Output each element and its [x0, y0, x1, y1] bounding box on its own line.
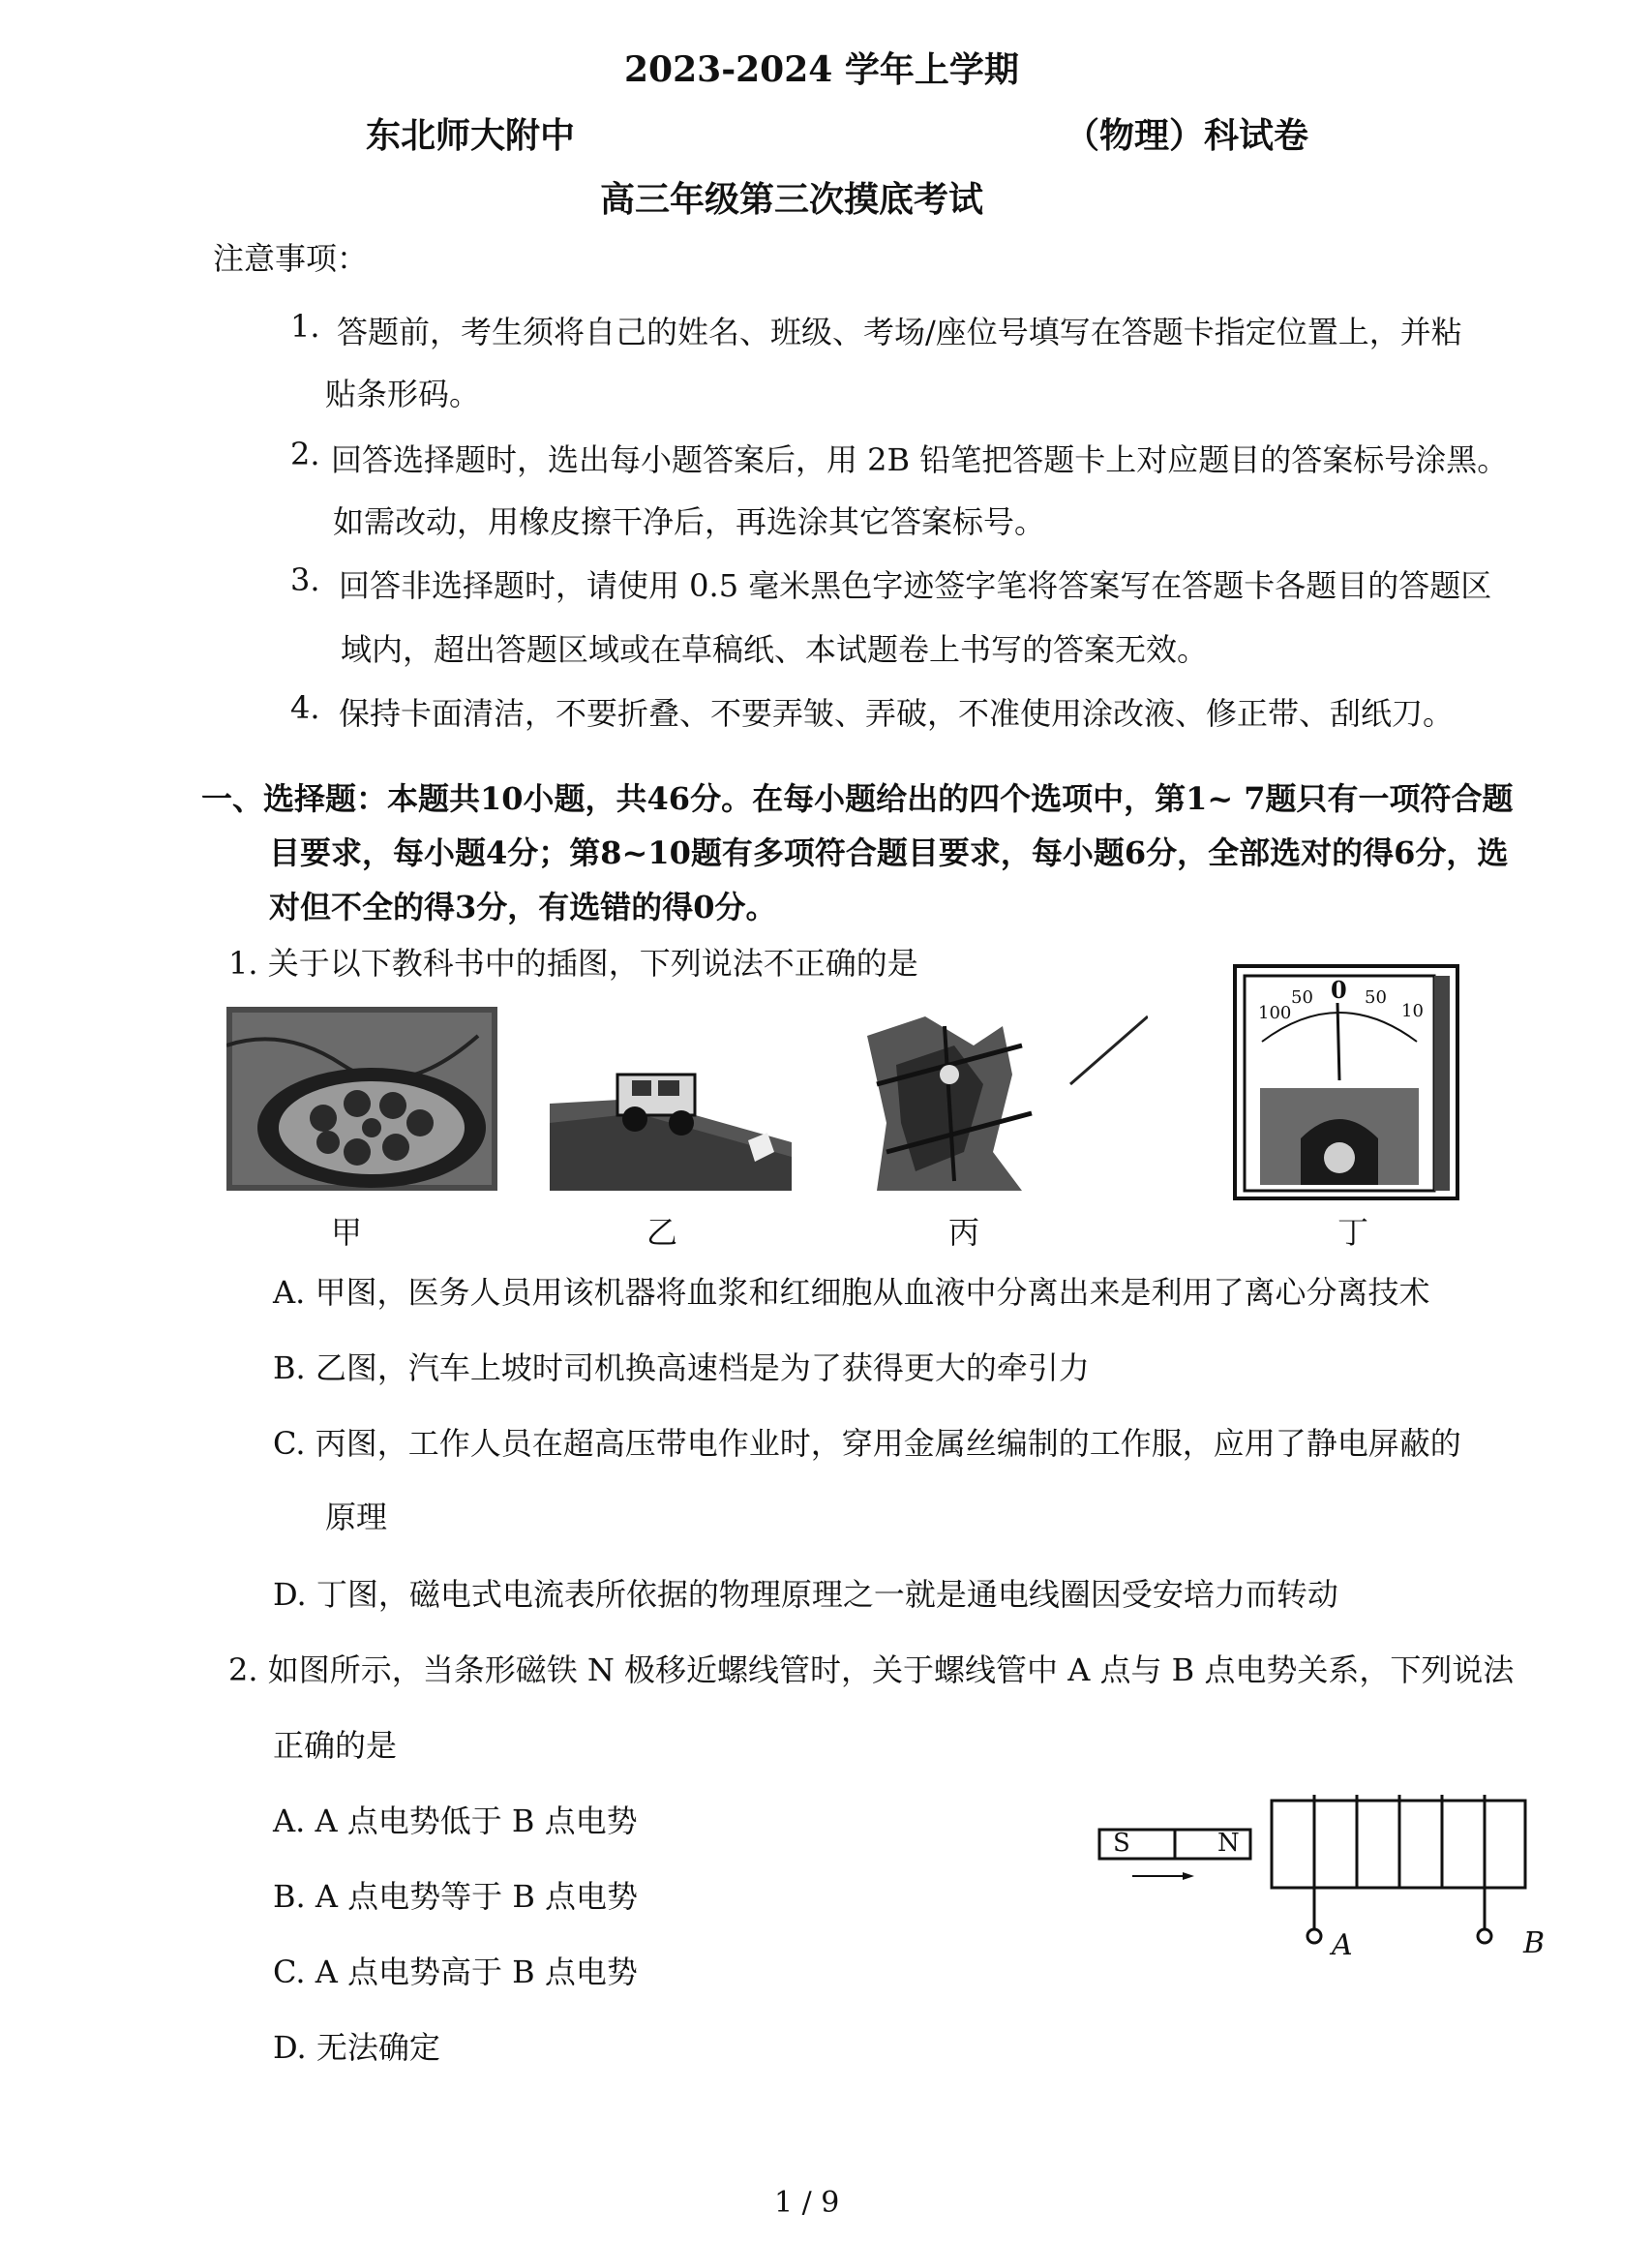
magnet-s-label: S [1113, 1829, 1130, 1858]
meter-scale-10: 10 [1401, 1001, 1424, 1021]
note-3-line2: 域内，超出答题区域或在草稿纸、本试题卷上书写的答案无效。 [341, 631, 1209, 668]
page-number: 1 / 9 [774, 2186, 840, 2220]
figure-centrifuge [226, 1007, 497, 1191]
figure-label-jia: 甲 [331, 1214, 363, 1251]
q2-stem-line1: 2. 如图所示，当条形磁铁 N 极移近螺线管时，关于螺线管中 A 点与 B 点电势关系，下列说法 [228, 1651, 1515, 1688]
subject-title: （物理）科试卷 [1065, 115, 1309, 156]
meter-scale-50-right: 50 [1365, 987, 1387, 1008]
figure-label-yi: 乙 [646, 1214, 678, 1251]
meter-scale-100: 100 [1258, 1003, 1292, 1023]
q1-stem: 1. 关于以下教科书中的插图，下列说法不正确的是 [228, 945, 918, 982]
figure-car-slope [550, 1055, 792, 1191]
point-a-label: A [1332, 1928, 1353, 1962]
note-1-num: 1. [290, 308, 320, 345]
note-2-num: 2. [290, 436, 320, 472]
q2-option-b: B. A 点电势等于 B 点电势 [273, 1878, 639, 1915]
section1-line3: 对但不全的得3分，有选错的得0分。 [269, 889, 777, 925]
point-b-label: B [1523, 1926, 1546, 1960]
note-1-line1: 答题前，考生须将自己的姓名、班级、考场/座位号填写在答题卡指定位置上，并粘 [337, 314, 1462, 350]
figure-magnet-solenoid [1094, 1791, 1558, 1965]
q1-option-b: B. 乙图，汽车上坡时司机换高速档是为了获得更大的牵引力 [273, 1349, 1090, 1386]
q1-option-a: A. 甲图，医务人员用该机器将血浆和红细胞从血液中分离出来是利用了离心分离技术 [273, 1274, 1430, 1311]
section1-line2: 目要求，每小题4分；第8~10题有多项符合题目要求，每小题6分，全部选对的得6分，选 [269, 834, 1509, 871]
note-2-line1: 回答选择题时，选出每小题答案后，用 2B 铅笔把答题卡上对应题目的答案标号涂黑。 [331, 441, 1509, 478]
note-4-line1: 保持卡面清洁，不要折叠、不要弄皱、弄破，不准使用涂改液、修正带、刮纸刀。 [339, 695, 1455, 732]
q1-option-d: D. 丁图，磁电式电流表所依据的物理原理之一就是通电线圈因受安培力而转动 [273, 1576, 1338, 1613]
note-3-line1: 回答非选择题时，请使用 0.5 毫米黑色字迹签字笔将答案写在答题卡各题目的答题区 [339, 567, 1492, 604]
exam-title: 高三年级第三次摸底考试 [600, 179, 984, 220]
meter-scale-50-left: 50 [1291, 987, 1313, 1008]
note-1-line2: 贴条形码。 [325, 376, 481, 412]
q1-option-c: C. 丙图，工作人员在超高压带电作业时，穿用金属丝编制的工作服，应用了静电屏蔽的 [273, 1425, 1461, 1462]
figure-label-ding: 丁 [1337, 1214, 1369, 1251]
figure-live-line-work [857, 1007, 1148, 1191]
magnet-n-label: N [1217, 1829, 1240, 1858]
q1-option-c-cont: 原理 [325, 1499, 388, 1535]
q2-option-d: D. 无法确定 [273, 2029, 440, 2066]
figure-label-bing: 丙 [948, 1214, 980, 1251]
note-2-line2: 如需改动，用橡皮擦干净后，再选涂其它答案标号。 [333, 503, 1046, 540]
meter-scale-0: 0 [1331, 976, 1347, 1004]
q2-option-a: A. A 点电势低于 B 点电势 [273, 1803, 638, 1839]
year-term: 2023-2024 学年上学期 [624, 49, 1019, 90]
q2-stem-line2: 正确的是 [273, 1727, 398, 1764]
section1-line1: 一、选择题：本题共10小题，共46分。在每小题给出的四个选项中，第1~ 7题只有一项符合题 [201, 780, 1514, 817]
school-name: 东北师大附中 [366, 115, 576, 156]
q2-option-c: C. A 点电势高于 B 点电势 [273, 1954, 638, 1990]
note-4-num: 4. [290, 689, 320, 726]
notes-heading: 注意事项： [213, 240, 369, 277]
note-3-num: 3. [290, 561, 320, 598]
